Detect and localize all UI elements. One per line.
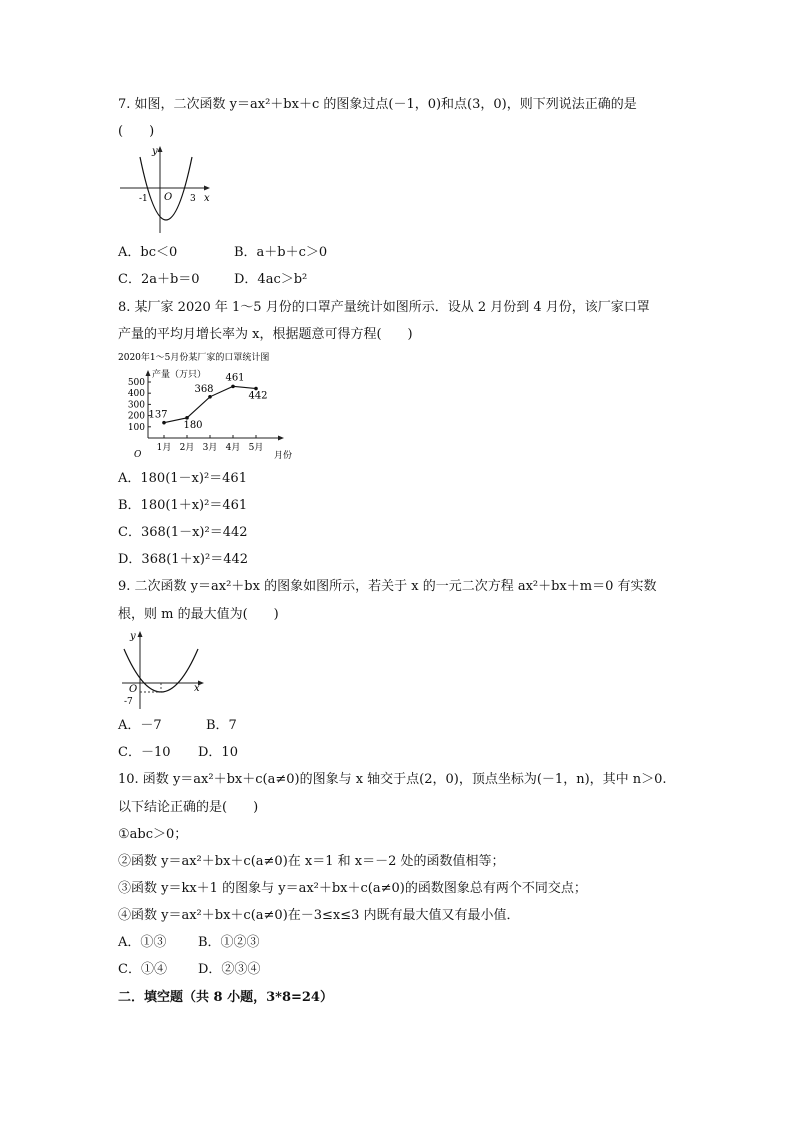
- q7-option-b[interactable]: B．a＋b＋c＞0: [234, 245, 328, 260]
- section-fill-in-heading: 二．填空题（共 8 小题，3*8=24）: [118, 990, 333, 1005]
- q8-option-c[interactable]: C．368(1－x)²＝442: [118, 525, 248, 540]
- q10-option-b[interactable]: B．①②③: [198, 935, 260, 950]
- q9-stem-line2: 根，则 m 的最大值为( ): [118, 607, 279, 622]
- q7-y-axis-arrow: [158, 146, 163, 152]
- q7-parabola-graph: [118, 143, 218, 235]
- q8-option-d[interactable]: D．368(1＋x)²＝442: [118, 552, 249, 567]
- chart-category-label: 5月: [248, 443, 264, 453]
- q9-origin-label: O: [129, 684, 138, 695]
- q7-option-a[interactable]: A．bc＜0: [118, 245, 178, 260]
- q7-x-label: x: [204, 193, 210, 204]
- chart-ytick-label: 500: [127, 378, 145, 388]
- q8-stem-line2: 产量的平均月增长率为 x，根据题意可得方程( ): [118, 327, 413, 342]
- q7-stem-line1: 7. 如图，二次函数 y＝ax²＋bx＋c 的图象过点(－1，0)和点(3，0)，则下列说法正确的是: [118, 97, 637, 112]
- chart-category-label: 2月: [179, 443, 195, 453]
- q9-option-b[interactable]: B．7: [206, 718, 237, 733]
- q9-stem-line1: 9. 二次函数 y＝ax²＋bx 的图象如图所示，若关于 x 的一元二次方程 ax²＋bx＋m＝0 有实数: [118, 579, 657, 594]
- q7-neg1-label: -1: [139, 194, 148, 204]
- q8-option-a[interactable]: A．180(1－x)²＝461: [118, 471, 247, 486]
- q8-chart-xlabel: 月份: [274, 451, 293, 461]
- q7-origin-label: O: [164, 192, 173, 203]
- q7-option-d[interactable]: D．4ac＞b²: [234, 272, 308, 287]
- q10-option-c[interactable]: C．①④: [118, 962, 167, 977]
- chart-data-label: 461: [225, 372, 245, 384]
- q10-statement-4: ④函数 y＝ax²＋bx＋c(a≠0)在－3≤x≤3 内既有最大值又有最小值．: [118, 908, 520, 923]
- chart-ytick-label: 400: [127, 389, 145, 400]
- q10-option-d[interactable]: D．②③④: [198, 962, 261, 977]
- q10-statement-2: ②函数 y＝ax²＋bx＋c(a≠0)在 x＝1 和 x＝－2 处的函数值相等；: [118, 854, 505, 869]
- q10-options-row1: [118, 934, 260, 952]
- q10-options-row2: [118, 961, 260, 979]
- q10-statement-1: ①abc＞0；: [118, 827, 188, 842]
- q9-x-label: x: [194, 683, 200, 694]
- chart-ytick-label: 100: [127, 422, 145, 433]
- q9-parabola-graph: [118, 627, 218, 711]
- q9-y-label: y: [130, 631, 136, 642]
- q8-chart-origin: O: [134, 450, 142, 460]
- q9-option-d[interactable]: D．10: [198, 745, 238, 760]
- chart-data-label: 137: [148, 409, 168, 421]
- chart-data-point: [208, 395, 212, 399]
- chart-ytick-label: 200: [127, 411, 145, 422]
- chart-category-label: 4月: [225, 443, 241, 453]
- q7-x-axis-arrow: [204, 186, 210, 191]
- q9-options-row1: [118, 717, 237, 735]
- chart-y-axis-arrow: [146, 370, 151, 376]
- q9-option-c[interactable]: C．－10: [118, 745, 171, 760]
- q8-chart-ylabel: 产量（万只）: [152, 370, 207, 380]
- q8-option-b[interactable]: B．180(1＋x)²＝461: [118, 498, 248, 513]
- q10-stem-line2: 以下结论正确的是( ): [118, 800, 259, 815]
- q8-chart-title: 2020年1～5月份某厂家的口罩统计图: [118, 353, 270, 363]
- q10-option-a[interactable]: A．①③: [118, 935, 167, 950]
- q9-options-row2: [118, 744, 238, 762]
- chart-data-label: 368: [194, 383, 214, 395]
- chart-data-label: 442: [248, 390, 268, 402]
- q9-neg7-label: -7: [124, 697, 133, 707]
- chart-data-point: [231, 385, 235, 389]
- q7-three-label: 3: [190, 194, 196, 204]
- q10-statement-3: ③函数 y＝kx＋1 的图象与 y＝ax²＋bx＋c(a≠0)的函数图象总有两个不同交点；: [118, 881, 587, 896]
- chart-ytick-label: 300: [127, 400, 145, 411]
- q7-options-row2: [118, 271, 307, 289]
- q8-stem-line1: 8. 某厂家 2020 年 1～5 月份的口罩产量统计如图所示．设从 2 月份到 4 月份，该厂家口罩: [118, 300, 650, 315]
- q10-stem-line1: 10. 函数 y＝ax²＋bx＋c(a≠0)的图象与 x 轴交于点(2，0)，顶点坐标为(－1，n)，其中 n＞0.: [118, 772, 667, 787]
- q7-option-c[interactable]: C．2a＋b＝0: [118, 272, 200, 287]
- q7-stem-line2: ( ): [118, 124, 155, 139]
- chart-x-axis-arrow: [278, 436, 284, 441]
- chart-data-point: [162, 421, 166, 425]
- q8-line-chart: [116, 350, 316, 462]
- chart-category-label: 3月: [202, 443, 218, 453]
- q9-option-a[interactable]: A．－7: [118, 718, 162, 733]
- chart-data-label: 180: [183, 419, 203, 431]
- q7-options-row1: [118, 244, 327, 262]
- q9-y-axis-arrow: [138, 631, 143, 637]
- chart-category-label: 1月: [156, 443, 172, 453]
- q8-chart-axes: [146, 370, 285, 441]
- q7-y-label: y: [152, 146, 158, 157]
